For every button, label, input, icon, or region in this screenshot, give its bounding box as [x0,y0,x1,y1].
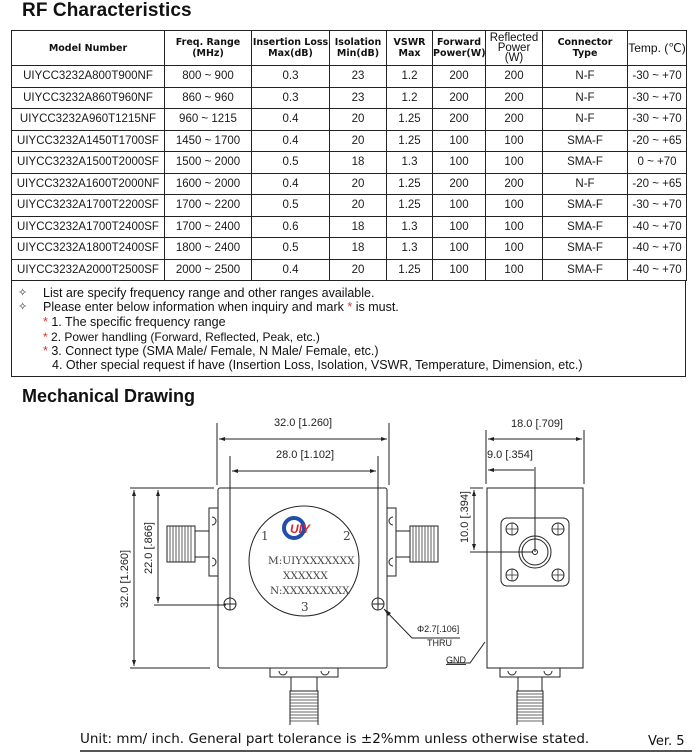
table-row [12,173,687,195]
cell-forward-power: 100 [433,130,486,152]
table-header-row [12,31,687,66]
cell-reflected-power: 100 [486,152,543,174]
cell-model: UIYCC3232A1600T2000NF [12,173,165,195]
col-header-isolation: Isolation Min(dB) [330,31,387,66]
dim-overall-width: 32.0 [1.260] [274,417,333,429]
cell-temp-range: -40 ~ +70 [628,216,687,238]
cell-isolation: 20 [330,130,387,152]
col-header-vswr: VSWR Max [387,31,433,66]
cell-connector-type: SMA-F [543,152,628,174]
footer-divider [80,750,692,752]
cell-temp-range: -30 ~ +70 [628,195,687,217]
col-header-freq: Freq. Range (MHz) [165,31,252,66]
cell-insertion-loss: 0.6 [252,216,330,238]
mechanical-drawing-title: Mechanical Drawing [22,386,196,406]
required-mark: * [347,300,353,314]
cell-insertion-loss: 0.3 [252,87,330,109]
cell-model: UIYCC3232A1450T1700SF [12,130,165,152]
cell-isolation: 18 [330,238,387,260]
cell-vswr: 1.25 [387,195,433,217]
cell-freq-range: 800 ~ 900 [165,66,252,88]
cell-model: UIYCC3232A1700T2400SF [12,216,165,238]
col-header-temp: Temp. (℃) [628,31,687,66]
note-item-4: 4. Other special request if have (Insertion Loss, Isolation, VSWR, Temperature, Dimension, etc.) [52,358,583,372]
col-header-reflected-power: Reflected Power (W) [486,31,543,66]
cell-freq-range: 1500 ~ 2000 [165,152,252,174]
label-model-line: M:UIYXXXXXXX [268,555,355,567]
cell-reflected-power: 100 [486,238,543,260]
mechanical-drawing [0,410,700,725]
cell-vswr: 1.25 [387,109,433,131]
cell-reflected-power: 200 [486,87,543,109]
cell-temp-range: -40 ~ +70 [628,238,687,260]
dim-hole-spacing: 28.0 [1.102] [276,449,335,461]
cell-reflected-power: 100 [486,259,543,281]
cell-forward-power: 200 [433,66,486,88]
dim-overall-height: 32.0 [1.260] [119,549,131,608]
cell-insertion-loss: 0.4 [252,173,330,195]
uiy-logo-icon [284,518,311,538]
cell-connector-type: SMA-F [543,195,628,217]
cell-reflected-power: 200 [486,109,543,131]
col-header-model: Model Number [12,31,165,66]
cell-forward-power: 100 [433,195,486,217]
col-header-connector: Connector Type [543,31,628,66]
cell-vswr: 1.3 [387,152,433,174]
cell-connector-type: SMA-F [543,238,628,260]
cell-isolation: 18 [330,216,387,238]
cell-isolation: 20 [330,173,387,195]
cell-reflected-power: 100 [486,195,543,217]
cell-connector-type: N-F [543,87,628,109]
svg-text:UIY: UIY [290,522,311,536]
cell-forward-power: 200 [433,109,486,131]
cell-insertion-loss: 0.5 [252,195,330,217]
port-3-label: 3 [301,600,309,614]
cell-reflected-power: 100 [486,130,543,152]
cell-insertion-loss: 0.4 [252,130,330,152]
cell-model: UIYCC3232A1700T2200SF [12,195,165,217]
cell-forward-power: 200 [433,173,486,195]
hole-thru-label: THRU [427,638,452,648]
table-row [12,66,687,88]
cell-connector-type: N-F [543,109,628,131]
note-item-1: * 1. The specific frequency range [43,315,226,329]
table-row [12,216,687,238]
cell-connector-type: SMA-F [543,216,628,238]
cell-temp-range: -30 ~ +70 [628,109,687,131]
cell-temp-range: -20 ~ +65 [628,130,687,152]
table-row [12,259,687,281]
cell-reflected-power: 100 [486,216,543,238]
note-item-2: * 2. Power handling (Forward, Reflected, Peak, etc.) [43,330,320,344]
cell-reflected-power: 200 [486,66,543,88]
port-2-label: 2 [343,529,351,543]
table-row [12,195,687,217]
cell-model: UIYCC3232A2000T2500SF [12,259,165,281]
cell-connector-type: N-F [543,66,628,88]
cell-forward-power: 200 [433,87,486,109]
cell-freq-range: 2000 ~ 2500 [165,259,252,281]
cell-model: UIYCC3232A960T1215NF [12,109,165,131]
notes-box [11,280,686,377]
cell-model: UIYCC3232A1500T2000SF [12,152,165,174]
cell-freq-range: 1700 ~ 2200 [165,195,252,217]
port-1-label: 1 [261,529,269,543]
cell-insertion-loss: 0.4 [252,259,330,281]
cell-isolation: 23 [330,87,387,109]
cell-isolation: 20 [330,109,387,131]
cell-temp-range: 0 ~ +70 [628,152,687,174]
cell-forward-power: 100 [433,238,486,260]
cell-isolation: 20 [330,259,387,281]
cell-insertion-loss: 0.3 [252,66,330,88]
cell-insertion-loss: 0.5 [252,152,330,174]
cell-model: UIYCC3232A860T960NF [12,87,165,109]
cell-freq-range: 1700 ~ 2400 [165,216,252,238]
cell-vswr: 1.3 [387,238,433,260]
label-model-line2: XXXXXX [283,570,328,582]
cell-temp-range: -20 ~ +65 [628,173,687,195]
cell-isolation: 20 [330,195,387,217]
sma-connector-side [517,691,543,725]
required-mark: * [43,330,48,344]
cell-connector-type: SMA-F [543,130,628,152]
cell-forward-power: 100 [433,259,486,281]
table-row [12,109,687,131]
cell-temp-range: -30 ~ +70 [628,87,687,109]
cell-temp-range: -30 ~ +70 [628,66,687,88]
sma-connector-bottom [290,691,318,725]
required-mark: * [43,344,48,358]
diamond-bullet-icon: ✧ [18,301,28,313]
cell-forward-power: 100 [433,216,486,238]
cell-freq-range: 860 ~ 960 [165,87,252,109]
hole-dia-label: Φ2.7[.106] [417,624,460,634]
cell-insertion-loss: 0.4 [252,109,330,131]
cell-vswr: 1.2 [387,87,433,109]
note-inquiry: Please enter below information when inquiry and mark * is must. [43,300,399,314]
note-ranges: List are specify frequency range and other ranges available. [43,286,375,300]
unit-note: Unit: mm/ inch. General part tolerance is ±2%mm unless otherwise stated. [80,731,590,747]
cell-isolation: 23 [330,66,387,88]
table-row [12,87,687,109]
version-label: Ver. 5 [648,734,685,749]
required-mark: * [43,315,48,329]
cell-vswr: 1.25 [387,173,433,195]
cell-connector-type: N-F [543,173,628,195]
cell-vswr: 1.25 [387,130,433,152]
diamond-bullet-icon: ✧ [18,287,28,299]
cell-temp-range: -40 ~ +70 [628,259,687,281]
cell-reflected-power: 200 [486,173,543,195]
dim-port-to-hole: 22.0 [.866] [143,522,155,574]
col-header-forward-power: Forward Power(W) [433,31,486,66]
cell-insertion-loss: 0.5 [252,238,330,260]
dim-side-width: 18.0 [.709] [511,418,563,430]
cell-freq-range: 1800 ~ 2400 [165,238,252,260]
cell-model: UIYCC3232A1800T2400SF [12,238,165,260]
table-row [12,130,687,152]
cell-vswr: 1.25 [387,259,433,281]
cell-freq-range: 1600 ~ 2000 [165,173,252,195]
col-header-insertion-loss: Insertion Loss Max(dB) [252,31,330,66]
cell-connector-type: SMA-F [543,259,628,281]
cell-isolation: 18 [330,152,387,174]
rf-characteristics-table [11,30,687,281]
cell-vswr: 1.3 [387,216,433,238]
gnd-label: GND [446,655,466,665]
label-serial-line: N:XXXXXXXXX [270,585,350,597]
cell-model: UIYCC3232A800T900NF [12,66,165,88]
cell-freq-range: 1450 ~ 1700 [165,130,252,152]
rf-characteristics-title: RF Characteristics [22,0,192,21]
cell-vswr: 1.2 [387,66,433,88]
dim-side-center: 9.0 [.354] [487,449,533,461]
cell-forward-power: 100 [433,152,486,174]
table-row [12,152,687,174]
dim-side-port-height: 10.0 [.394] [459,491,471,543]
note-item-3: * 3. Connect type (SMA Male/ Female, N Male/ Female, etc.) [43,344,379,358]
table-row [12,238,687,260]
cell-freq-range: 960 ~ 1215 [165,109,252,131]
